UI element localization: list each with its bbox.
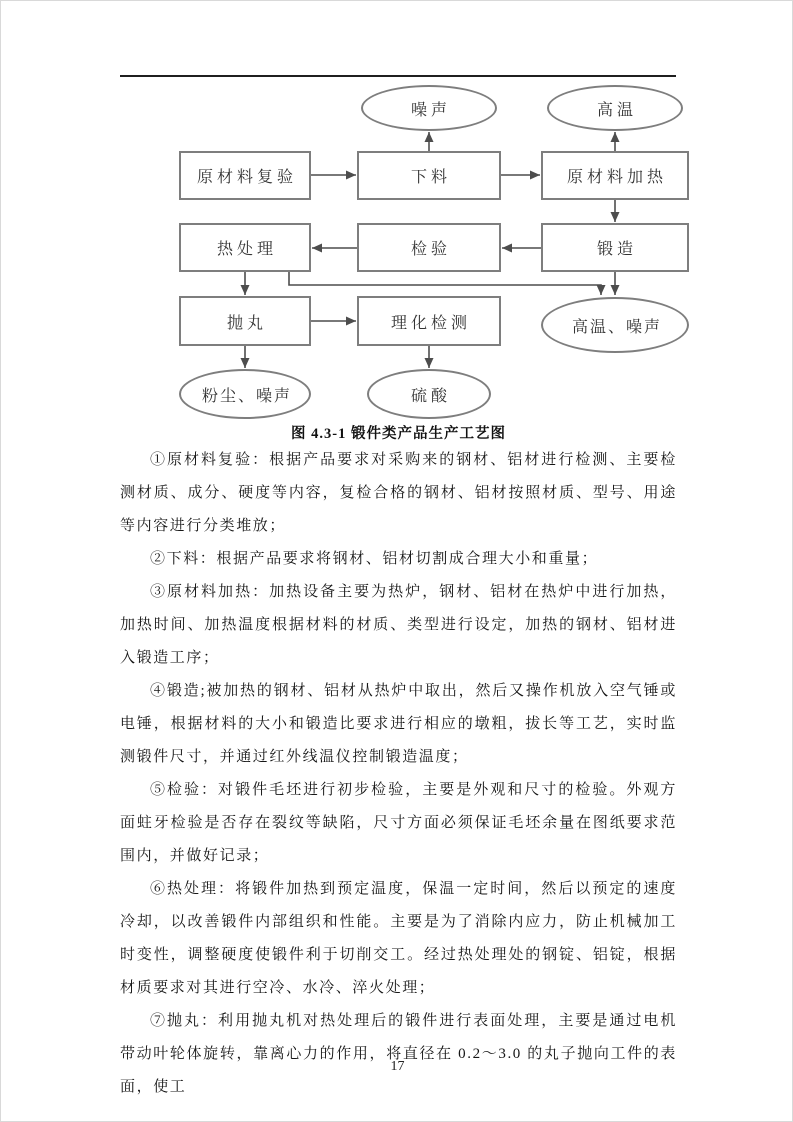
- paragraph-6-heat-treatment: ⑥热处理：将锻件加热到预定温度，保温一定时间，然后以预定的速度冷却，以改善锻件内部组织和性能。主要是为了消除内应力，防止机械加工时变性，调整硬度使锻件利于切削交工。经过热处理处的钢锭、铝锭，根据材质要求对其进行空冷、水冷、淬火处理；: [120, 881, 677, 996]
- emission-oval-high-temperature: 高温: [547, 85, 683, 131]
- flow-box-heat-treatment: 热处理: [179, 223, 311, 272]
- flow-box-forging: 锻造: [541, 223, 689, 272]
- flow-box-raw-material-recheck: 原材料复验: [179, 151, 311, 200]
- emission-oval-high-temperature-noise: 高温、噪声: [541, 297, 689, 353]
- flow-box-shot-blasting: 抛丸: [179, 296, 311, 346]
- paragraph-5-inspection: ⑤检验：对锻件毛坯进行初步检验，主要是外观和尺寸的检验。外观方面蛀牙检验是否存在裂纹等缺陷，尺寸方面必须保证毛坯余量在图纸要求范围内，并做好记录；: [120, 782, 677, 864]
- flow-box-raw-material-heating: 原材料加热: [541, 151, 689, 200]
- emission-oval-sulfuric-acid: 硫酸: [367, 369, 491, 419]
- flow-box-inspection: 检验: [357, 223, 501, 272]
- flow-box-blanking: 下料: [357, 151, 501, 200]
- paragraph-2-blanking: ②下料：根据产品要求将钢材、铝材切割成合理大小和重量；: [150, 551, 599, 567]
- paragraph-4-forging: ④锻造;被加热的钢材、铝材从热炉中取出，然后又操作机放入空气锤或电锤，根据材料的大小和锻造比要求进行相应的墩粗，拔长等工艺，实时监测锻件尺寸，并通过红外线温仪控制锻造温度；: [120, 683, 677, 765]
- paragraph-1-raw-material-recheck: ①原材料复验：根据产品要求对采购来的钢材、铝材进行检测、主要检测材质、成分、硬度等内容，复检合格的钢材、铝材按照材质、型号、用途等内容进行分类堆放；: [120, 452, 677, 534]
- page-number: 17: [390, 1059, 405, 1074]
- body-text: [120, 444, 677, 1104]
- paragraph-7-shot-blasting: ⑦抛丸：利用抛丸机对热处理后的锻件进行表面处理，主要是通过电机带动叶轮体旋转，靠离心力的作用，将直径在 0.2～3.0 的丸子抛向工件的表面，使工: [120, 1013, 677, 1095]
- flow-box-physicochemical-testing: 理化检测: [357, 296, 501, 346]
- figure-caption: 图 4.3-1 锻件类产品生产工艺图: [291, 426, 506, 442]
- emission-oval-noise: 噪声: [361, 85, 497, 131]
- emission-oval-dust-noise: 粉尘、噪声: [179, 369, 311, 419]
- process-flow-diagram: [1, 1, 793, 451]
- paragraph-3-raw-material-heating: ③原材料加热：加热设备主要为热炉，钢材、铝材在热炉中进行加热，加热时间、加热温度根据材料的材质、类型进行设定，加热的钢材、铝材进入锻造工序；: [120, 584, 677, 666]
